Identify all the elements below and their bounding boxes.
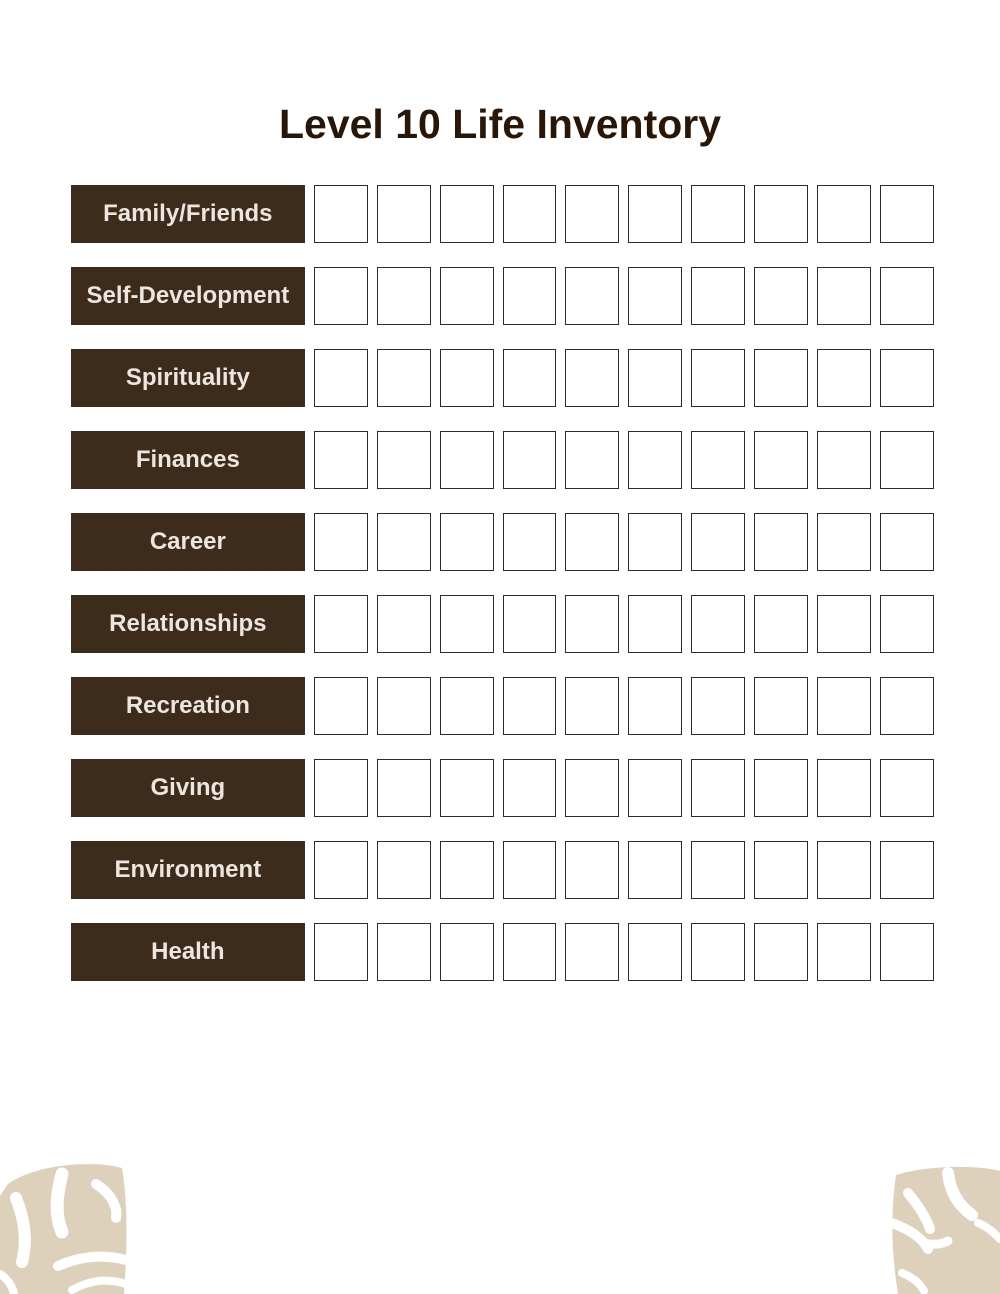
category-label: Finances (71, 431, 305, 489)
inventory-row (71, 267, 934, 325)
rating-box[interactable] (314, 759, 368, 817)
rating-box[interactable] (817, 185, 871, 243)
rating-box[interactable] (754, 677, 808, 735)
rating-box[interactable] (628, 923, 682, 981)
rating-box[interactable] (628, 267, 682, 325)
rating-box[interactable] (817, 349, 871, 407)
rating-box[interactable] (314, 349, 368, 407)
rating-box[interactable] (377, 595, 431, 653)
page-title: Level 10 Life Inventory (278, 101, 722, 147)
category-label: Self-Development (71, 267, 305, 325)
inventory-grid (71, 185, 934, 1005)
rating-box[interactable] (880, 349, 934, 407)
rating-box[interactable] (377, 267, 431, 325)
rating-box[interactable] (691, 923, 745, 981)
rating-box[interactable] (691, 513, 745, 571)
rating-box[interactable] (880, 759, 934, 817)
rating-box[interactable] (440, 431, 494, 489)
rating-box[interactable] (314, 841, 368, 899)
rating-box[interactable] (377, 841, 431, 899)
rating-box[interactable] (503, 267, 557, 325)
rating-box[interactable] (691, 185, 745, 243)
rating-box[interactable] (503, 841, 557, 899)
rating-box[interactable] (565, 267, 619, 325)
rating-box[interactable] (691, 841, 745, 899)
rating-box[interactable] (754, 185, 808, 243)
rating-box[interactable] (503, 431, 557, 489)
inventory-row (71, 841, 934, 899)
rating-box[interactable] (314, 923, 368, 981)
rating-box[interactable] (440, 759, 494, 817)
rating-box[interactable] (817, 677, 871, 735)
inventory-row (71, 759, 934, 817)
rating-box[interactable] (691, 759, 745, 817)
rating-box[interactable] (377, 349, 431, 407)
rating-box[interactable] (754, 513, 808, 571)
rating-box[interactable] (565, 841, 619, 899)
inventory-row (71, 513, 934, 571)
rating-box[interactable] (817, 841, 871, 899)
rating-box[interactable] (628, 513, 682, 571)
rating-box[interactable] (377, 923, 431, 981)
rating-box[interactable] (440, 349, 494, 407)
rating-box[interactable] (377, 677, 431, 735)
rating-box[interactable] (880, 185, 934, 243)
rating-box[interactable] (314, 677, 368, 735)
rating-box[interactable] (314, 595, 368, 653)
rating-box[interactable] (754, 759, 808, 817)
rating-box[interactable] (691, 431, 745, 489)
monstera-leaf-icon (0, 1162, 130, 1294)
rating-box[interactable] (565, 185, 619, 243)
rating-box[interactable] (314, 267, 368, 325)
rating-box[interactable] (628, 595, 682, 653)
rating-box[interactable] (880, 841, 934, 899)
category-label: Spirituality (71, 349, 305, 407)
rating-box[interactable] (691, 677, 745, 735)
rating-box[interactable] (440, 513, 494, 571)
rating-box[interactable] (565, 677, 619, 735)
rating-box[interactable] (377, 185, 431, 243)
category-label: Giving (71, 759, 305, 817)
rating-box[interactable] (440, 185, 494, 243)
rating-box[interactable] (503, 923, 557, 981)
rating-box[interactable] (565, 431, 619, 489)
rating-box[interactable] (691, 267, 745, 325)
rating-box[interactable] (314, 431, 368, 489)
rating-box[interactable] (754, 923, 808, 981)
rating-box[interactable] (440, 841, 494, 899)
rating-box[interactable] (817, 431, 871, 489)
rating-box[interactable] (314, 185, 368, 243)
rating-box[interactable] (440, 267, 494, 325)
rating-box[interactable] (880, 431, 934, 489)
rating-box[interactable] (628, 431, 682, 489)
category-label: Environment (71, 841, 305, 899)
rating-box[interactable] (314, 513, 368, 571)
rating-box[interactable] (754, 431, 808, 489)
rating-box[interactable] (817, 513, 871, 571)
rating-box[interactable] (691, 349, 745, 407)
rating-box[interactable] (440, 923, 494, 981)
inventory-row (71, 431, 934, 489)
rating-box[interactable] (754, 841, 808, 899)
rating-box[interactable] (628, 677, 682, 735)
rating-box[interactable] (440, 595, 494, 653)
inventory-row (71, 923, 934, 981)
inventory-row (71, 677, 934, 735)
inventory-row (71, 349, 934, 407)
rating-box[interactable] (817, 759, 871, 817)
rating-box[interactable] (754, 349, 808, 407)
rating-box[interactable] (565, 923, 619, 981)
category-label: Family/Friends (71, 185, 305, 243)
rating-box[interactable] (503, 677, 557, 735)
category-label: Relationships (71, 595, 305, 653)
category-label: Health (71, 923, 305, 981)
rating-box[interactable] (817, 595, 871, 653)
rating-box[interactable] (565, 513, 619, 571)
rating-box[interactable] (691, 595, 745, 653)
rating-box[interactable] (628, 349, 682, 407)
inventory-row (71, 185, 934, 243)
inventory-row (71, 595, 934, 653)
rating-box[interactable] (503, 185, 557, 243)
rating-box[interactable] (880, 513, 934, 571)
rating-box[interactable] (503, 759, 557, 817)
rating-box[interactable] (565, 349, 619, 407)
monstera-leaf-icon (888, 1165, 1000, 1294)
rating-box[interactable] (880, 677, 934, 735)
rating-box[interactable] (377, 759, 431, 817)
rating-box[interactable] (503, 349, 557, 407)
rating-box[interactable] (377, 513, 431, 571)
rating-box[interactable] (628, 759, 682, 817)
rating-box[interactable] (880, 923, 934, 981)
rating-box[interactable] (880, 595, 934, 653)
rating-box[interactable] (565, 595, 619, 653)
rating-box[interactable] (503, 595, 557, 653)
category-label: Recreation (71, 677, 305, 735)
rating-box[interactable] (377, 431, 431, 489)
rating-box[interactable] (565, 759, 619, 817)
rating-box[interactable] (754, 595, 808, 653)
rating-box[interactable] (880, 267, 934, 325)
rating-box[interactable] (817, 923, 871, 981)
rating-box[interactable] (628, 185, 682, 243)
rating-box[interactable] (754, 267, 808, 325)
category-label: Career (71, 513, 305, 571)
rating-box[interactable] (817, 267, 871, 325)
rating-box[interactable] (440, 677, 494, 735)
rating-box[interactable] (628, 841, 682, 899)
rating-box[interactable] (503, 513, 557, 571)
